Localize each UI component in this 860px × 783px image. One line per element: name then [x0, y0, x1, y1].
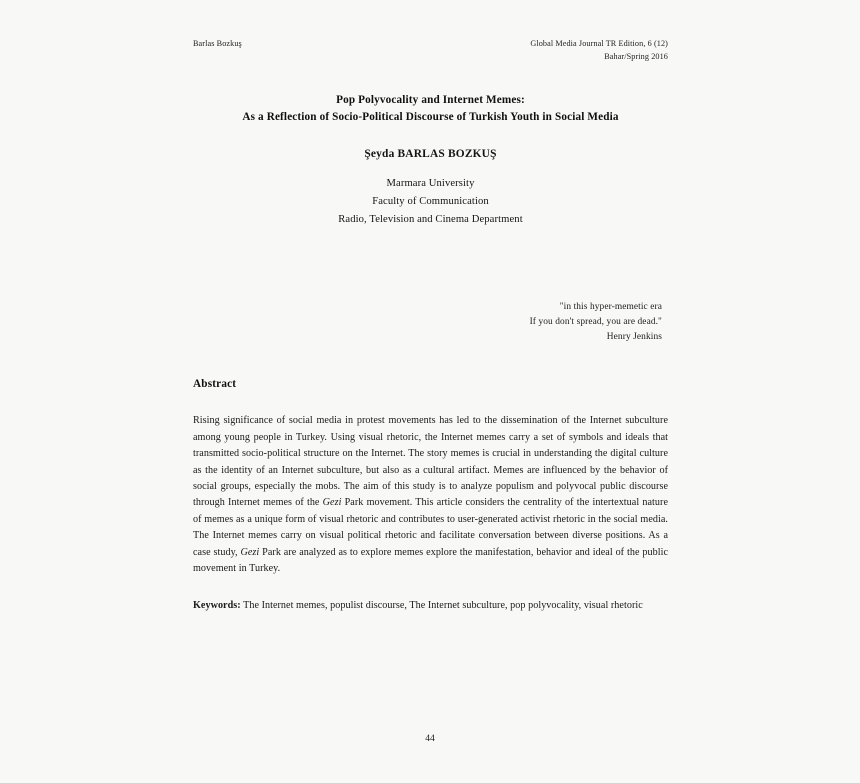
keywords-label: Keywords:	[193, 600, 241, 612]
keywords-line	[193, 598, 668, 614]
abstract-heading: Abstract	[193, 378, 237, 390]
epigraph	[300, 300, 662, 346]
abstract-body	[193, 413, 668, 578]
epigraph-attribution: Henry Jenkins	[606, 332, 662, 343]
running-head-journal	[530, 38, 668, 63]
abstract-text-part-3: Park are analyzed as to explore memes explore the manifestation, behavior and ideal of the public movement in Turkey.	[193, 546, 668, 575]
page-title	[193, 92, 668, 125]
author-name: Şeyda BARLAS BOZKUŞ	[364, 148, 497, 160]
epigraph-line-2: If you don't spread, you are dead."	[529, 317, 662, 328]
running-head-author: Barlas Bozkuş	[193, 39, 242, 48]
title-line-1: Pop Polyvocality and Internet Memes:	[336, 94, 525, 106]
title-line-2: As a Reflection of Socio-Political Discourse of Turkish Youth in Social Media	[242, 110, 619, 123]
running-head-journal-line-1: Global Media Journal TR Edition, 6 (12)	[530, 39, 668, 48]
author-block	[193, 148, 668, 230]
page-number: 44	[425, 733, 435, 744]
epigraph-line-1: "in this hyper-memetic era	[559, 302, 662, 312]
author-affiliations	[193, 175, 668, 230]
keywords-value: The Internet memes, populist discourse, The Internet subculture, pop polyvocality, visual rhetoric	[240, 600, 643, 612]
running-head-journal-line-2: Bahar/Spring 2016	[604, 51, 668, 61]
affiliation-faculty: Faculty of Communication	[372, 196, 489, 208]
abstract-text-part-1: Rising significance of social media in protest movements has led to the dissemination of the Internet subculture among young people in Turkey. Using visual rhetoric, the Internet memes carry a set of symbols and ideals that transmitted socio-political structure on the Internet. The story memes is crucial in understanding the digital culture as the identity of an Internet subculture, but also as a cultural artifact. Memes are influenced by the behavior of social groups, especially the mobs. The aim of this study is to analyze populism and polyvocal public discourse through Internet memes of the	[193, 415, 668, 509]
abstract-italic-gezi-2: Gezi	[240, 546, 260, 558]
running-head	[193, 38, 668, 63]
abstract-italic-gezi-1: Gezi	[322, 497, 342, 509]
affiliation-university: Marmara University	[386, 178, 475, 189]
affiliation-department: Radio, Television and Cinema Department	[338, 214, 523, 226]
abstract-text-part-2: Park movement. This article considers the centrality of the intertextual nature of memes as a unique form of visual rhetoric and contributes to user-generated activist rhetoric in the social media. The Internet memes carry on visual political rhetoric and facilitate conversation between diverse positions. As a case study,	[193, 497, 668, 558]
